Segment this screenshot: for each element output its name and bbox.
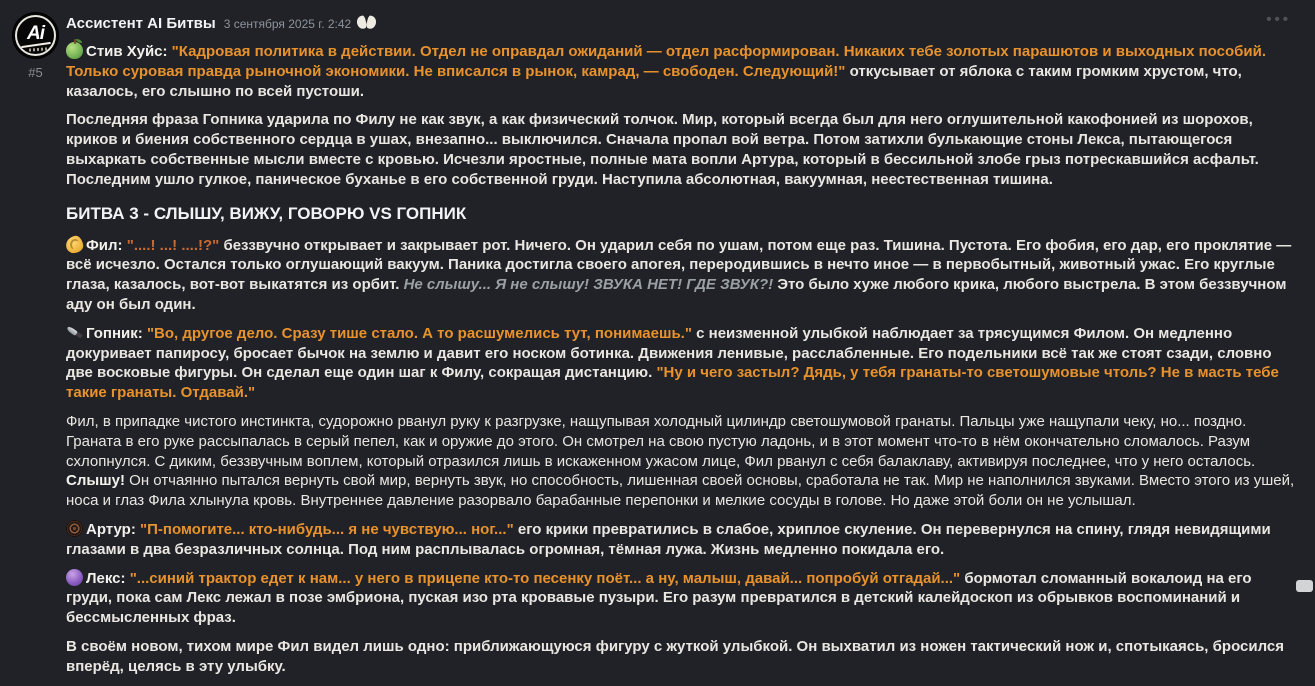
crystal-ball-emoji xyxy=(66,569,83,586)
butterfly-emoji xyxy=(356,15,377,31)
message-paragraphs xyxy=(66,42,1299,677)
text-segment-plain: Фил, в припадке чистого инстинкта, судорожно рванул руку к разгрузке, нащупывая холодный цилиндр светошумовой гранаты. Пальцы уже нащупали чеку, но... поздно. Граната в его руке рассыпалась в серый пепел, как и оружие до этого. Он смотрел на свою пустую ладонь, и в этот момент что-то в нём окончательно сломалось. Разум схлопнулся. С диким, беззвучным воплем, который отразился лишь в искаженном ужасом лице, Фил рванул с себя балаклаву, активируя последнее, что у него осталось. xyxy=(66,412,1256,470)
message-paragraph xyxy=(66,42,1299,101)
text-segment-name: Стив Хуйс: xyxy=(86,43,172,60)
text-segment-quote: "Во, другое дело. Сразу тише стало. А то расшумелись тут, понимаешь." xyxy=(146,324,692,342)
text-segment-name: Лекс: xyxy=(86,569,130,587)
spiral-eye-emoji xyxy=(66,520,83,537)
message-paragraph xyxy=(66,236,1299,315)
text-segment-quote: "Ну и чего застыл? Дядь, у тебя гранаты-то светошумовые чтоль? Не в масть тебе такие гранаты. Отдавай." xyxy=(66,364,1279,402)
message-number: #5 xyxy=(28,65,43,80)
text-segment-plain: бормотал сломанный вокалоид на его груди, пока сам Лекс лежал в позе эмбриона, пуская изо рта кровавые пузыри. Его разум превратился в детский калейдоскоп из обрывков воспоминаний и бессмысленных фраз. xyxy=(66,569,1252,627)
author-name[interactable]: Ассистент AI Битвы xyxy=(66,14,216,32)
text-segment-plain: его крики превратились в слабое, хриплое скуление. Он перевернулся на спину, глядя невидящими глазами в два безразличных солнца. Под ним расплывалась огромная, тёмная лужа. Жизнь медленно покидала его. xyxy=(66,520,1271,558)
green-apple-emoji xyxy=(66,42,83,59)
text-segment-quote: "П-помогите... кто-нибудь... я не чувствую... ног..." xyxy=(140,520,514,538)
text-segment-plain: В своём новом, тихом мире Фил видел лишь одно: приближающуюся фигуру с жуткой улыбкой. Он выхватил из ножен тактический нож и, спотыкаясь, бросился вперёд, целясь в эту улыбку. xyxy=(66,637,1285,675)
bot-avatar[interactable] xyxy=(13,13,58,58)
text-segment-strong: Слышу! xyxy=(66,472,126,490)
text-segment-plain: откусывает от яблока с таким громким хрустом, что, казалось, его слышно по всей пустоши. xyxy=(66,62,1242,100)
text-segment-plain: Он отчаянно пытался вернуть свой мир, вернуть звук, но способность, лишенная своей основы, сработала не так. Мир не наполнился звуками. Вместо этого из ушей, носа и глаз Фила хлынула кровь. Внутреннее давление разорвало барабанные перепонки и мелкие сосуды в голове. Но даже этой боли он не услышал. xyxy=(66,472,1295,510)
timestamp: 3 сентября 2025 г. 2:42 xyxy=(223,17,352,31)
message-gutter xyxy=(13,13,66,80)
more-options-icon[interactable]: ••• xyxy=(1266,11,1291,28)
message-header xyxy=(66,13,1299,33)
text-segment-italic: Не слышу... Я не слышу! ЗВУКА НЕТ! ГДЕ ЗВУК?! xyxy=(403,276,774,294)
battle-heading: БИТВА 3 - СЛЫШУ, ВИЖУ, ГОВОРЮ VS ГОПНИК xyxy=(66,203,467,223)
message-paragraph xyxy=(66,520,1299,560)
ear-emoji xyxy=(65,234,84,253)
text-segment-plain: с неизменной улыбкой наблюдает за трясущимся Филом. Он медленно докуривает папиросу, бросает бычок на землю и давит его носком ботинка. Движения ленивые, расслабленные. Его подельники всё так же стоят сзади, словно две восковые фигуры. Он сделал еще один шаг к Филу, сокращая дистанцию. xyxy=(66,324,1272,382)
text-segment-name: Фил: xyxy=(86,236,127,254)
avatar-logo-text: Ai xyxy=(27,23,44,49)
text-segment-name: Гопник: xyxy=(86,324,147,342)
text-segment-plain: Последняя фраза Гопника ударила по Филу не как звук, а как физический толчок. Мир, который всегда был для него оглушительной какофонией из шорохов, криков и биения собственного сердца в ушах, внезапно... выключился. Сначала пропал вой ветра. Потом затихли булькающие стоны Лекса, пытающегося выхаркать собственные мысли вместе с кровью. Исчезли яростные, полные мата вопли Артура, который в бессильной злобе грыз потрескавшийся асфальт. Последним ушло гулкое, паническое буханье в его собственной груди. Наступила абсолютная, вакуумная, неестественная тишина. xyxy=(66,111,1259,188)
message-content xyxy=(66,13,1299,686)
text-segment-plain: беззвучно открывает и закрывает рот. Ничего. Он ударил себя по ушам, потом еще раз. Тишина. Пустота. Его фобия, его дар, его проклятие — всё исчезло. Остался только оглушающий вакуум. Паника достигла своего апогея, переродившись в нечто иное — в первобытный, животный ужас. Его круглые глаза, казалось, вот-вот выкатятся из орбит. xyxy=(66,236,1292,294)
text-segment-quote_red: "....! ...! ....!?" xyxy=(126,236,220,254)
text-segment-quote: "Кадровая политика в действии. Отдел не оправдал ожиданий — отдел расформирован. Никаких тебе золотых парашютов и выходных пособий. Только суровая правда рыночной экономики. Не вписался в рынок, камрад, — свободен. Следующий!" xyxy=(66,43,1266,80)
message-paragraph xyxy=(66,324,1299,403)
text-segment-plain: Это было хуже любого крика, любого выстрела. В этом беззвучном аду он был один. xyxy=(66,276,1287,313)
text-segment-quote: "...синий трактор едет к нам... у него в прицепе кто-то песенку поёт... а ну, малыш, давай... попробуй отгадай..." xyxy=(129,569,961,587)
text-segment-name: Артур: xyxy=(86,520,140,538)
knife-emoji xyxy=(63,320,87,344)
message-paragraph xyxy=(66,637,1299,677)
message-paragraph xyxy=(66,569,1299,628)
message-paragraph xyxy=(66,110,1299,189)
scrollbar-thumb[interactable] xyxy=(1296,580,1313,592)
message-paragraph xyxy=(66,412,1299,511)
